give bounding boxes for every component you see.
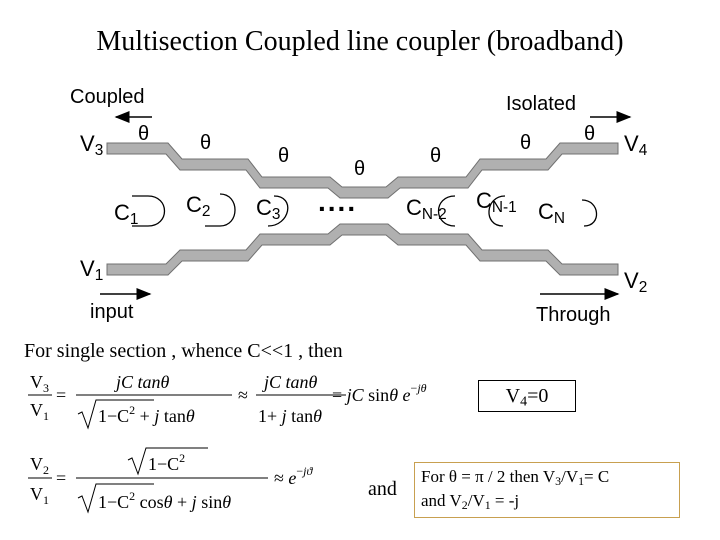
v2-label: $V_2$: [624, 268, 648, 296]
eq2-lhs-den: $V_1$: [30, 484, 49, 507]
lower-through-line: [107, 224, 618, 275]
cn-label: $C_N$: [538, 199, 566, 227]
single-section-text: For single section , whence C<<1 , then: [24, 340, 343, 362]
eq2-lhs-num: $V_2$: [30, 454, 49, 477]
cn1-label: $C_{N-1}$: [476, 188, 517, 216]
eq1-frac1-num: jC tanθ: [116, 372, 170, 392]
equation-2: [20, 444, 360, 524]
v1-label: $V_1$: [80, 256, 104, 284]
page-title: Multisection Coupled line coupler (broadband): [96, 26, 624, 57]
eq1-rhs: = jC sinθ e−jθ: [332, 381, 427, 405]
theta-label: θ: [278, 145, 290, 167]
eq1-frac2-den: 1+ j tanθ: [258, 406, 323, 426]
svg-text:=: =: [56, 385, 67, 405]
eq1-frac1-den: $1-C^2 + j$ tanθ: [98, 403, 195, 426]
theta-label: θ: [200, 132, 212, 154]
theta-label: θ: [430, 145, 442, 167]
eq1-lhs-den: $V_1$: [30, 400, 49, 423]
svg-text:=: =: [56, 468, 67, 488]
eq2-num: $1-C^2$: [148, 451, 186, 474]
v4-label: $V_4$: [624, 131, 648, 159]
v3-label: $V_3$: [80, 131, 104, 159]
v4-zero-box: $V_4=0$: [478, 380, 576, 412]
eq2-rhs: ≈ e−jϑ: [274, 464, 313, 488]
isolated-label: Isolated: [506, 93, 577, 115]
theta-label: θ: [354, 158, 366, 180]
coupled-label: Coupled: [70, 86, 145, 108]
ellipsis-dots: ....: [318, 186, 358, 217]
c1-label: $C_1$: [114, 200, 139, 228]
coupling-loop-cn: [582, 200, 597, 226]
input-label: input: [90, 301, 134, 323]
theta-label: θ: [138, 123, 150, 145]
equation-1: [20, 366, 460, 436]
through-label: Through: [536, 304, 611, 326]
note-line-1: For θ = π / 2 then $V_3/V_1= C$: [421, 467, 610, 488]
c2-label: $C_2$: [186, 192, 211, 220]
eq1-frac2-num: jC tanθ: [264, 372, 318, 392]
theta-label: θ: [520, 132, 532, 154]
note-box: [414, 462, 680, 518]
eq2-den: $1-C^2$ cosθ + j sinθ: [98, 489, 232, 512]
note-line-2: and $V_2/V_1 = -j$: [421, 491, 520, 512]
and-text: and: [368, 478, 397, 500]
c3-label: $C_3$: [256, 195, 281, 223]
cn2-label: $C_{N-2}$: [406, 195, 447, 223]
svg-text:≈: ≈: [238, 385, 248, 405]
eq1-lhs-num: $V_3$: [30, 372, 49, 395]
theta-label: θ: [584, 123, 596, 145]
